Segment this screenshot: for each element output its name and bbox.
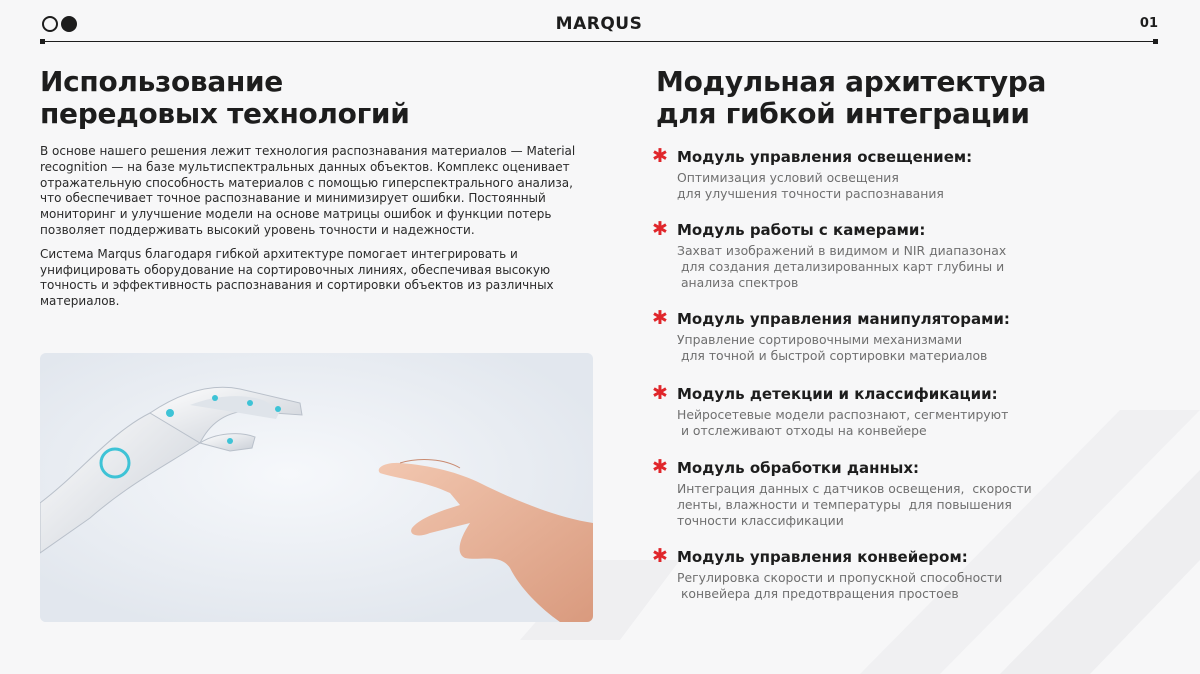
page-number: 01 bbox=[1139, 16, 1158, 31]
module-description: Управление сортировочными механизмами для точной и быстрой сортировки материалов bbox=[677, 332, 988, 363]
asterisk-icon: ✱ bbox=[652, 382, 668, 404]
module-description: Интеграция данных с датчиков освещения, скорости ленты, влажности и температуры для повышения точности классификации bbox=[677, 481, 1032, 528]
module-title: Модуль управления конвейером: bbox=[677, 548, 968, 566]
module-title: Модуль работы с камерами: bbox=[677, 221, 926, 239]
asterisk-icon: ✱ bbox=[652, 145, 668, 167]
divider-end-right bbox=[1153, 39, 1158, 44]
module-description: Нейросетевые модели распознают, сегментируют и отслеживают отходы на конвейере bbox=[677, 407, 1009, 438]
section-title-architecture: Модульная архитектура для гибкой интеграции bbox=[656, 65, 1047, 130]
asterisk-icon: ✱ bbox=[652, 218, 668, 240]
module-description: Регулировка скорости и пропускной способности конвейера для предотвращения простоев bbox=[677, 570, 1003, 601]
brand-logo: MARQUS bbox=[555, 14, 643, 34]
hero-image-robot-human-hands bbox=[40, 353, 593, 622]
module-title: Модуль детекции и классификации: bbox=[677, 385, 998, 403]
module-description: Захват изображений в видимом и NIR диапазонах для создания детализированных карт глубины и анализа спектров bbox=[677, 243, 1007, 290]
header-divider bbox=[40, 41, 1158, 42]
paragraph-system: Система Marqus благодаря гибкой архитектуре помогает интегрировать и унифицировать оборудование на сортировочных линиях, обеспечивая высокую точность и эффективность распознавания и сортировки объектов из различных материалов. bbox=[40, 246, 554, 309]
asterisk-icon: ✱ bbox=[652, 307, 668, 329]
divider-end-left bbox=[40, 39, 45, 44]
asterisk-icon: ✱ bbox=[652, 545, 668, 567]
architecture-section bbox=[652, 65, 1176, 601]
paragraph-intro: В основе нашего решения лежит технология распознавания материалов — Material recognition — на базе мультиспектральных данных объектов. Комплекс оценивает отражательную способность материалов с помощью гиперспектрального анализа, что обеспечивает точное распознавание и минимизирует ошибки. Постоянный мониторинг и улучшение модели на основе матрицы ошибок и функции потерь позволяет поддерживать высокий уровень точности и надежности. bbox=[40, 144, 576, 237]
module-title: Модуль управления освещением: bbox=[677, 148, 973, 166]
hands-illustration bbox=[40, 353, 593, 622]
module-title: Модуль обработки данных: bbox=[677, 459, 920, 477]
module-description: Оптимизация условий освещения для улучшения точности распознавания bbox=[677, 170, 944, 201]
module-title: Модуль управления манипуляторами: bbox=[677, 310, 1010, 328]
asterisk-icon: ✱ bbox=[652, 456, 668, 478]
header bbox=[40, 14, 1158, 46]
technology-section bbox=[40, 66, 600, 310]
section-title: Использование передовых технологий bbox=[40, 65, 410, 130]
